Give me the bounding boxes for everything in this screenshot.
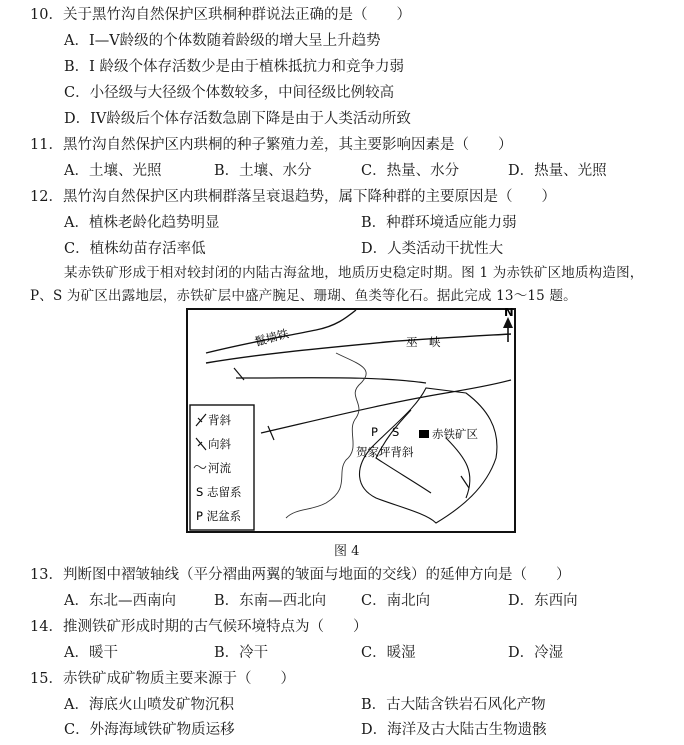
q12-stem: 12．黑竹沟自然保护区内珙桐群落呈衰退趋势，属下降种群的主要原因是（ ） (30, 189, 556, 205)
legend-syncline: 向斜 (208, 437, 231, 451)
intro-line-1: 某赤铁矿形成于相对较封闭的内陆古海盆地，地质历史稳定时期。图 1 为赤铁矿区地质构造图， (64, 265, 644, 281)
legend-devonian: P 泥盆系 (196, 509, 242, 523)
q10-stem: 10．关于黑竹沟自然保护区珙桐种群说法正确的是（ ） (30, 7, 411, 23)
q12-option-a: A．植株老龄化趋势明显 (64, 215, 220, 231)
q13-stem: 13．判断图中褶皱轴线（平分褶曲两翼的皱面与地面的交线）的延伸方向是（ ） (30, 567, 571, 583)
q10-option-c: C．小径级与大径级个体数较多，中间径级比例较高 (64, 85, 395, 101)
q14-stem: 14．推测铁矿形成时期的古气候环境特点为（ ） (30, 619, 368, 635)
q15-option-b: B．古大陆含铁岩石风化产物 (361, 697, 546, 713)
q10-option-b: B．I 龄级个体存活数少是由于植株抵抗力和竞争力弱 (64, 59, 404, 75)
strata-s-label: S (392, 425, 400, 439)
q12-option-b: B．种群环境适应能力弱 (361, 215, 517, 231)
q14-option-a: A．暖干 (64, 645, 118, 661)
mine-marker (419, 430, 429, 438)
q15-option-c: C．外海海域铁矿物质运移 (64, 722, 235, 738)
q11-stem: 11．黑竹沟自然保护区内珙桐的种子繁殖力差，其主要影响因素是（ ） (30, 137, 513, 153)
legend-anticline: 背斜 (208, 413, 231, 427)
q13-option-b: B．东南—西北向 (214, 593, 327, 609)
q13-option-a: A．东北—西南向 (64, 593, 176, 609)
geologic-map (186, 308, 516, 533)
q15-stem: 15．赤铁矿成矿物质主要来源于（ ） (30, 671, 295, 687)
north-label: N (504, 308, 514, 319)
legend-river: 河流 (208, 461, 231, 475)
q10-option-d: D．IV龄级后个体存活数急剧下降是由于人类活动所致 (64, 111, 411, 127)
legend-silurian: S 志留系 (196, 485, 242, 499)
q13-option-d: D．东西向 (508, 593, 578, 609)
q10-option-a: A．I—V龄级的个体数随着龄级的增大呈上升趋势 (64, 33, 381, 49)
q14-option-c: C．暖湿 (361, 645, 416, 661)
q15-option-a: A．海底火山喷发矿物沉积 (64, 697, 234, 713)
q11-option-a: A．土壤、光照 (64, 163, 162, 179)
fault1-label: 鬣墙铁 (253, 326, 291, 349)
geologic-map-svg (186, 308, 516, 533)
q14-option-d: D．冷湿 (508, 645, 564, 661)
q11-option-b: B．土壤、水分 (214, 163, 312, 179)
intro-line-2: P、S 为矿区出露地层，赤铁矿层中盛产腕足、珊瑚、鱼类等化石。据此完成 13～15 题。 (30, 288, 577, 304)
strata-p-label: P (371, 425, 378, 439)
q11-option-d: D．热量、光照 (508, 163, 607, 179)
mine-label: 赤铁矿区 (432, 427, 478, 441)
q14-option-b: B．冷干 (214, 645, 269, 661)
figure-caption: 图 4 (334, 544, 360, 559)
fault2-label: 巫 峡 (406, 335, 441, 349)
q12-option-c: C．植株幼苗存活率低 (64, 241, 206, 257)
q13-option-c: C．南北向 (361, 593, 431, 609)
anticline-label: 贺家坪背斜 (356, 445, 414, 459)
q15-option-d: D．海洋及古大陆古生物遗骸 (361, 722, 547, 738)
q12-option-d: D．人类活动干扰性大 (361, 241, 504, 257)
q11-option-c: C．热量、水分 (361, 163, 460, 179)
